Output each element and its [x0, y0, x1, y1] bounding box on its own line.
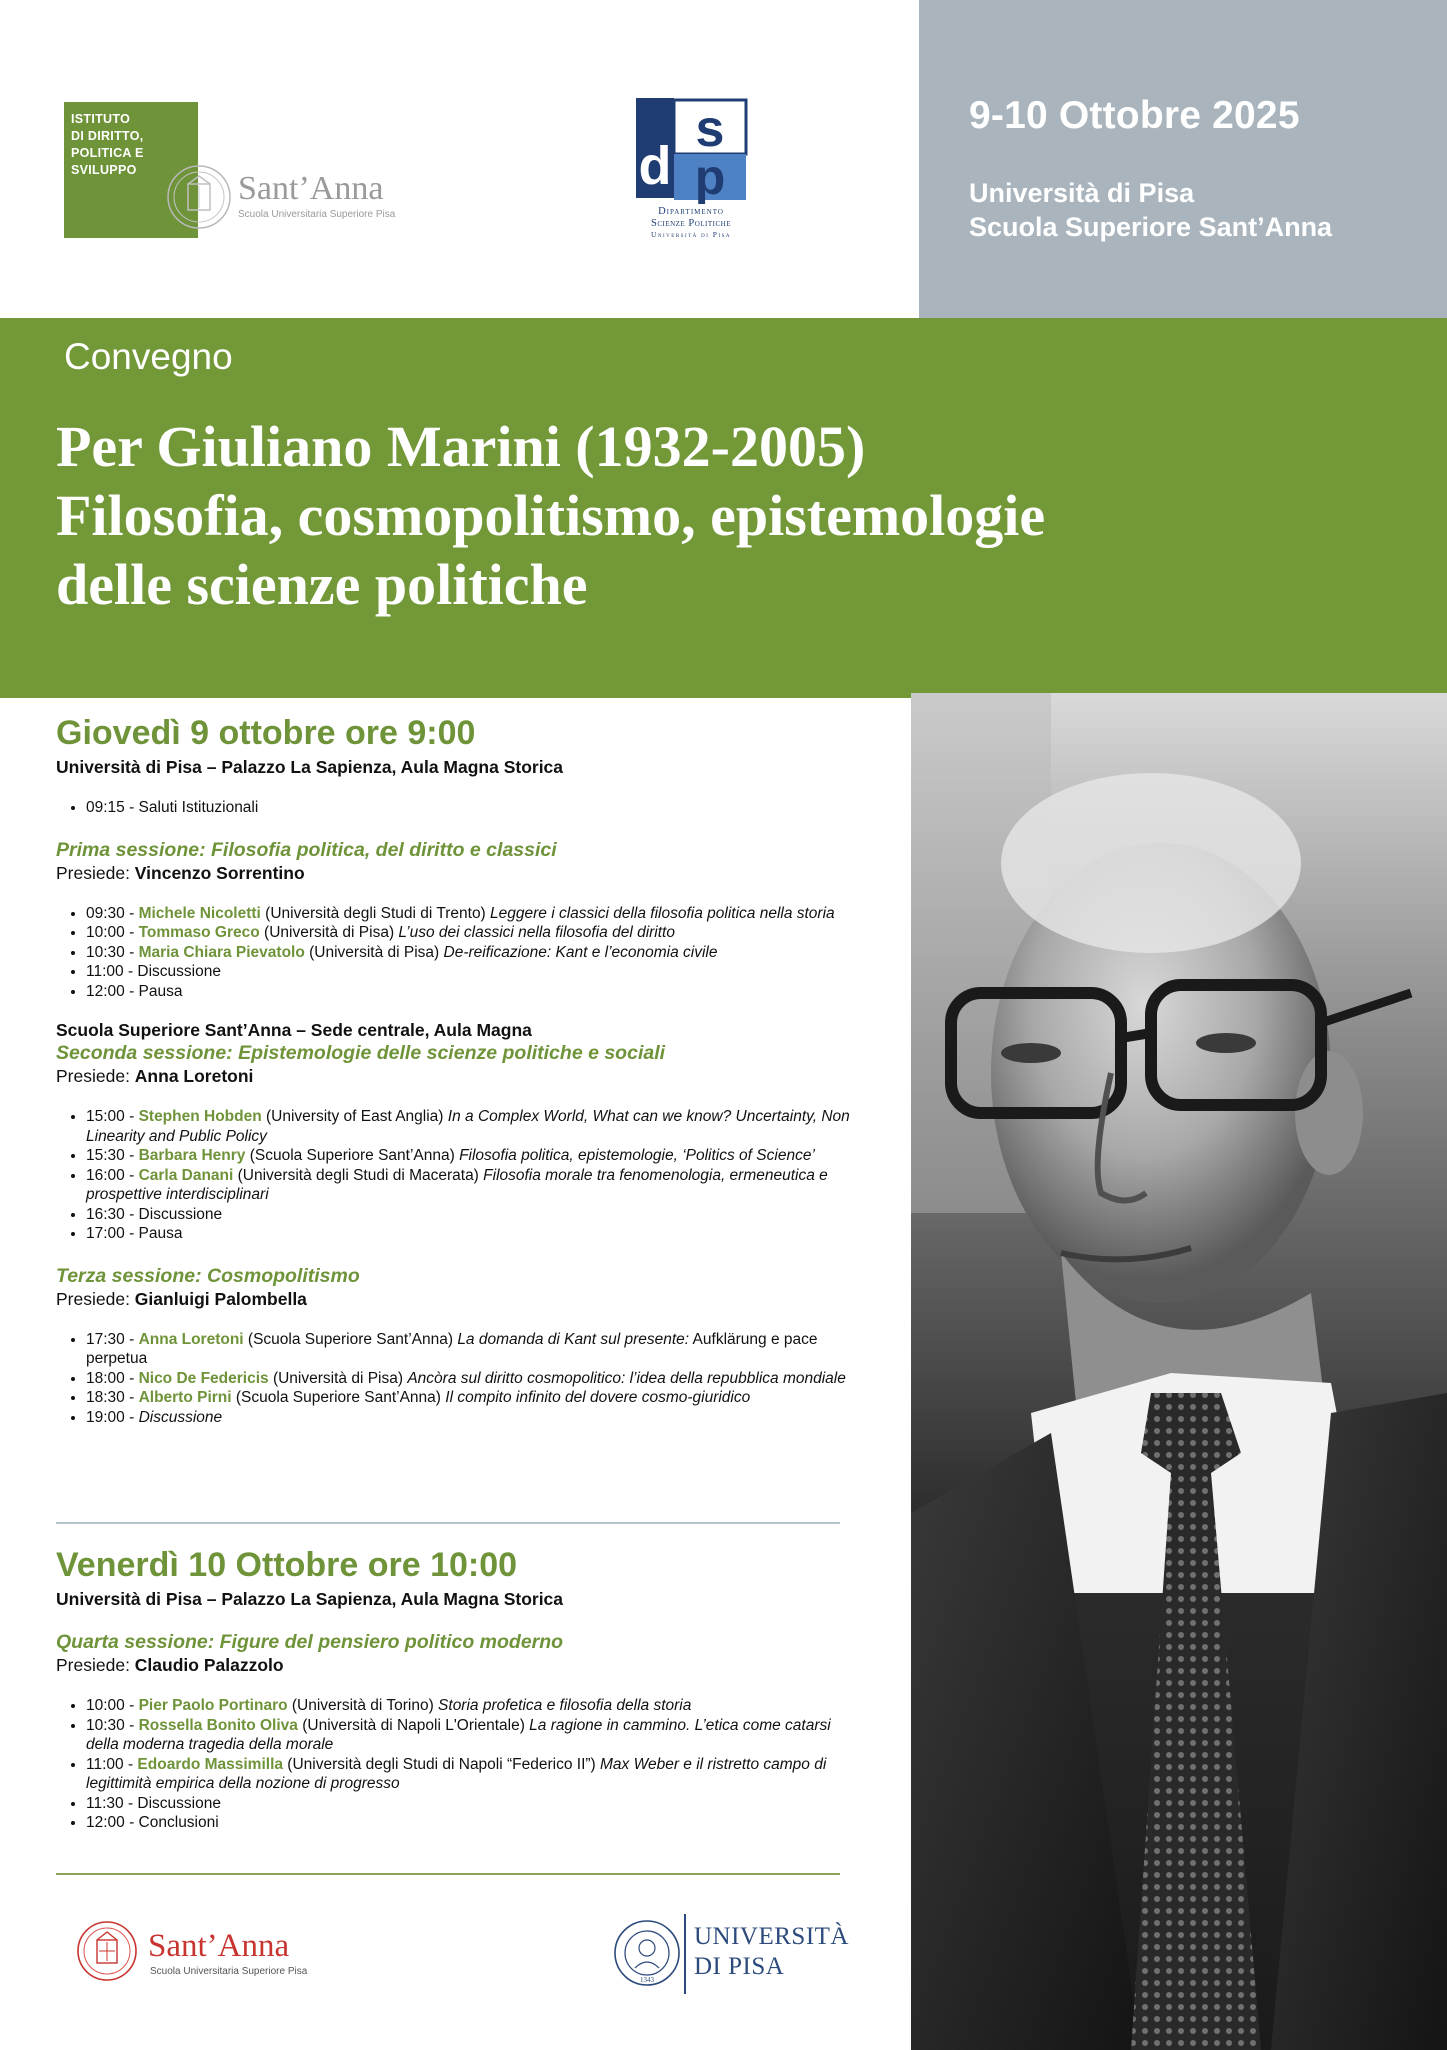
- list-item: • 10:30 - Maria Chiara Pievatolo (Università di Pisa) De-reificazione: Kant e l’economia civile: [86, 943, 856, 963]
- conference-title: [56, 412, 1045, 619]
- session1-list: [56, 904, 856, 1002]
- session4-list: [56, 1696, 856, 1833]
- footer-santanna-sub: Scuola Universitaria Superiore Pisa: [150, 1966, 308, 1977]
- program: [56, 712, 856, 1427]
- title-line: delle scienze politiche: [56, 552, 588, 617]
- session3-list: [56, 1330, 856, 1428]
- dsp-mark-icon: [630, 98, 752, 204]
- idps-text: ISTITUTO DI DIRITTO, POLITICA E SVILUPPO: [71, 112, 144, 177]
- session3-title: Terza sessione: Cosmopolitismo: [56, 1264, 360, 1287]
- header-date-panel: [919, 0, 1447, 318]
- portrait-photo: [911, 693, 1447, 2050]
- session1-chair: Presiede: Vincenzo Sorrentino: [56, 862, 305, 883]
- title-line: Filosofia, cosmopolitismo, epistemologie: [56, 483, 1046, 548]
- day1-heading: Giovedì 9 ottobre ore 9:00: [56, 714, 476, 752]
- santanna-seal-icon: [76, 1920, 138, 1982]
- list-item: • 17:00 - Pausa: [86, 1224, 856, 1244]
- list-item: • 15:30 - Barbara Henry (Scuola Superiore Sant’Anna) Filosofia politica, epistemologie, ‘Politics of Science’: [86, 1146, 856, 1166]
- list-item: • 09:15 - Saluti Istituzionali: [86, 798, 856, 818]
- footer-unipi-logo: [612, 1906, 862, 2000]
- session2-list: [56, 1107, 856, 1244]
- list-item: • 11:00 - Edoardo Massimilla (Università degli Studi di Napoli “Federico II”) Max Weber e il ristretto campo di legittimità empirica della nozione di progresso: [86, 1755, 856, 1794]
- venue-line: Università di Pisa: [969, 178, 1195, 208]
- footer-unipi-brand: UNIVERSITÀ DI PISA: [694, 1923, 849, 1980]
- idps-santanna-logo: [64, 102, 400, 238]
- list-item: • 15:00 - Stephen Hobden (University of East Anglia) In a Complex World, What can we know? Uncertainty, Non Linearity and Public Policy: [86, 1107, 856, 1146]
- list-item: • 19:00 - Discussione: [86, 1408, 856, 1428]
- day2-heading: Venerdì 10 Ottobre ore 10:00: [56, 1546, 518, 1584]
- venue-line: Scuola Superiore Sant’Anna: [969, 212, 1333, 242]
- idps-subtitle: Scuola Universitaria Superiore Pisa: [238, 209, 396, 220]
- dsp-letter-p: p: [694, 149, 726, 204]
- list-item: • 17:30 - Anna Loretoni (Scuola Superiore Sant’Anna) La domanda di Kant sul presente: Aufklärung e pace perpetua: [86, 1330, 856, 1369]
- footer-santanna-logo: [76, 1918, 336, 1984]
- footer-separator: [56, 1873, 840, 1875]
- program-day2: [56, 1544, 856, 1833]
- unipi-seal-icon: [612, 1908, 682, 1998]
- list-item: • 11:30 - Discussione: [86, 1794, 856, 1814]
- day1-place2: Scuola Superiore Sant’Anna – Sede centrale, Aula Magna: [56, 1020, 532, 1040]
- list-item: • 16:00 - Carla Danani (Università degli Studi di Macerata) Filosofia morale tra fenomenologia, ermeneutica e prospettive interdisciplinari: [86, 1166, 856, 1205]
- footer-santanna-brand: Sant’Anna: [148, 1928, 290, 1964]
- santanna-seal-icon: [166, 164, 232, 230]
- dsp-letter-s: s: [695, 100, 725, 158]
- dsp-logo: [630, 98, 752, 243]
- session2-chair: Presiede: Anna Loretoni: [56, 1066, 254, 1086]
- unipi-seal-year: 1343: [640, 1976, 654, 1984]
- banner-kicker: Convegno: [64, 336, 233, 377]
- session4-title: Quarta sessione: Figure del pensiero politico moderno: [56, 1631, 564, 1653]
- unipi-divider: [684, 1914, 686, 1994]
- day2-place: Università di Pisa – Palazzo La Sapienza, Aula Magna Storica: [56, 1589, 564, 1609]
- session1-title: Prima sessione: Filosofia politica, del diritto e classici: [56, 838, 557, 861]
- list-item: • 18:30 - Alberto Pirni (Scuola Superiore Sant’Anna) Il compito infinito del dovere cosmo-giuridico: [86, 1388, 856, 1408]
- list-item: • 10:00 - Pier Paolo Portinaro (Università di Torino) Storia profetica e filosofia della storia: [86, 1696, 856, 1716]
- opening-list: [56, 798, 856, 818]
- list-item: • 12:00 - Pausa: [86, 982, 856, 1002]
- idps-brand: Sant’Anna: [238, 170, 384, 207]
- dsp-letter-d: d: [638, 136, 672, 196]
- list-item: • 12:00 - Conclusioni: [86, 1813, 856, 1833]
- day1-place: Università di Pisa – Palazzo La Sapienza, Aula Magna Storica: [56, 757, 564, 777]
- day-separator: [56, 1522, 840, 1524]
- event-venues: [969, 176, 1332, 244]
- list-item: • 11:00 - Discussione: [86, 962, 856, 982]
- list-item: • 16:30 - Discussione: [86, 1205, 856, 1225]
- list-item: • 18:00 - Nico De Federicis (Università di Pisa) Ancòra sul diritto cosmopolitico: l’idea della repubblica mondiale: [86, 1369, 856, 1389]
- list-item: • 10:00 - Tommaso Greco (Università di Pisa) L’uso dei classici nella filosofia del diritto: [86, 923, 856, 943]
- dsp-caption: Dipartimento Scienze Politiche Università di Pisa: [650, 206, 732, 239]
- session4-chair: Presiede: Claudio Palazzolo: [56, 1655, 284, 1675]
- event-date: 9-10 Ottobre 2025: [969, 94, 1300, 137]
- session2-title: Seconda sessione: Epistemologie delle scienze politiche e sociali: [56, 1042, 666, 1064]
- list-item: • 10:30 - Rossella Bonito Oliva (Università di Napoli L'Orientale) La ragione in cammino. L’etica come catarsi della moderna tragedia della morale: [86, 1716, 856, 1755]
- session3-chair: Presiede: Gianluigi Palombella: [56, 1288, 307, 1309]
- portrait-photo-icon: [911, 693, 1447, 2050]
- list-item: • 09:30 - Michele Nicoletti (Università degli Studi di Trento) Leggere i classici della filosofia politica nella storia: [86, 904, 856, 924]
- title-banner: [0, 318, 1447, 698]
- title-line: Per Giuliano Marini (1932-2005): [56, 414, 866, 479]
